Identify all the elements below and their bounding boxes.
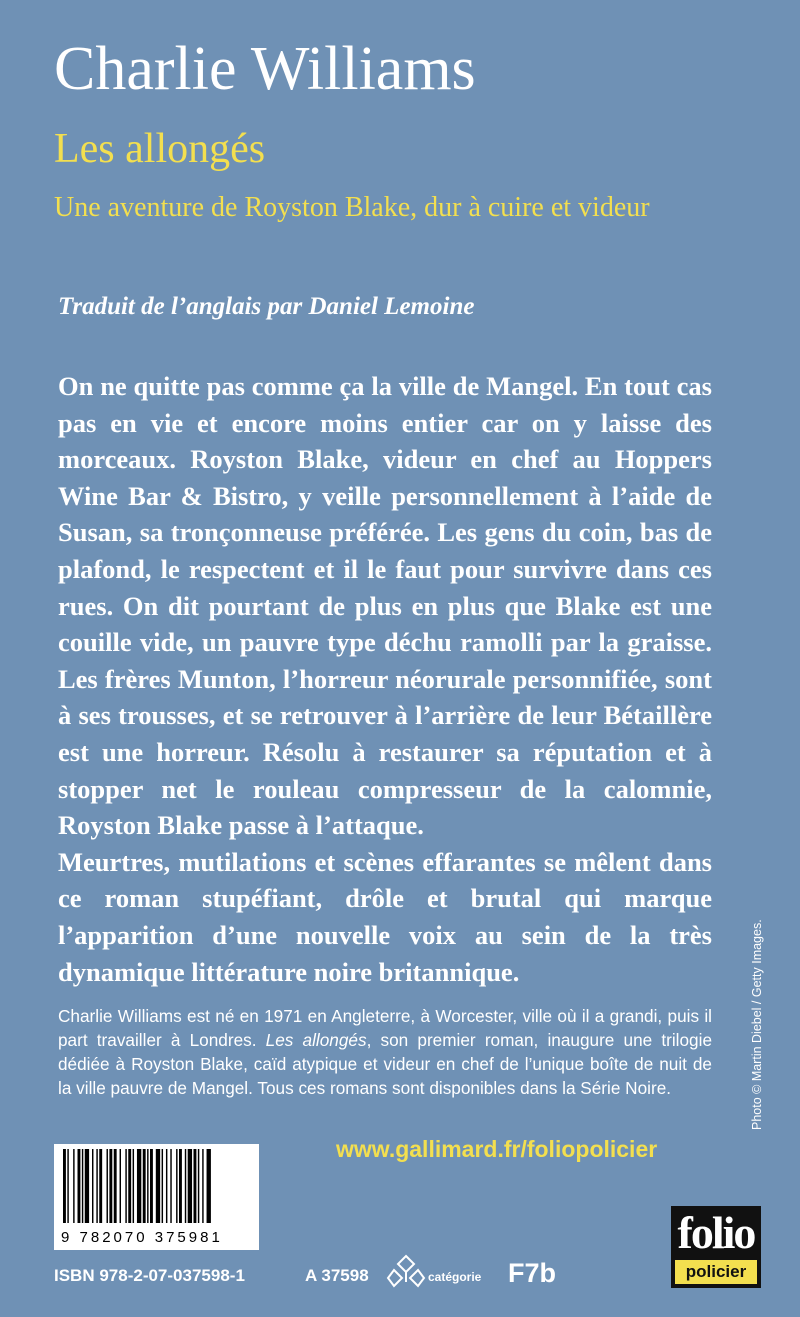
bio-text: Charlie Williams est né en 1971 en Angleterre, à Worcester, ville où il a grandi, puis il part travailler à Londres.: [58, 1006, 712, 1050]
barcode-bars: [55, 1145, 258, 1229]
category-label: catégorie: [428, 1270, 482, 1284]
barcode-digits: 9 782070 375981: [61, 1229, 223, 1246]
gallimard-label-icon: [386, 1252, 426, 1293]
book-subtitle: Une aventure de Royston Blake, dur à cuire et videur: [54, 192, 650, 223]
logo-policier-text: policier: [675, 1260, 757, 1284]
bio-book-title: Les allongés: [265, 1030, 367, 1050]
translator-credit: Traduit de l’anglais par Daniel Lemoine: [58, 293, 475, 320]
logo-folio-text: folio: [677, 1207, 755, 1258]
author-name: Charlie Williams: [54, 35, 476, 103]
isbn: ISBN 978-2-07-037598-1: [54, 1266, 245, 1285]
book-title: Les allongés: [54, 126, 266, 172]
blurb-paragraph: On ne quitte pas comme ça la ville de Mangel. En tout cas pas en vie et encore moins entier car on y laisse des morceaux. Royston Blake, videur en chef au Hoppers Wine Bar & Bistro, y veille personnellement à l’aide de Susan, sa tronçonneuse préférée. Les gens du coin, bas de plafond, le respectent et il le faut pour survivre dans ces rues. On dit pourtant de plus en plus que Blake est une couille vide, un pauvre type déchu ramolli par la graisse. Les frères Munton, l’horreur néorurale personnifiée, sont à ses trousses, et se retrouver à l’arrière de leur Bétaillère est une horreur. Résolu à restaurer sa réputation et à stopper net le rouleau compresseur de la calomnie, Royston Blake passe à l’attaque.: [58, 371, 712, 841]
author-bio: [58, 1004, 712, 1100]
blurb: [58, 368, 712, 990]
publisher-website[interactable]: www.gallimard.fr/foliopolicier: [336, 1136, 658, 1162]
category-code: F7b: [508, 1258, 557, 1288]
blurb-paragraph: Meurtres, mutilations et scènes effarantes se mêlent dans ce roman stupéfiant, drôle et brutal qui marque l’apparition d’une nouvelle voix au sein de la très dynamique littérature noire britannique.: [58, 846, 712, 987]
catalog-number: A 37598: [305, 1266, 369, 1285]
photo-credit: Photo © Martin Diebel / Getty Images.: [750, 919, 764, 1130]
bio-text: , son premier roman, inaugure une trilogie dédiée à Royston Blake, caïd atypique et videur en chef de l’unique boîte de nuit de la ville pauvre de Mangel. Tous ces romans sont disponibles dans la Série Noire.: [58, 1030, 712, 1098]
barcode: [54, 1144, 259, 1250]
folio-policier-logo: [671, 1206, 761, 1288]
